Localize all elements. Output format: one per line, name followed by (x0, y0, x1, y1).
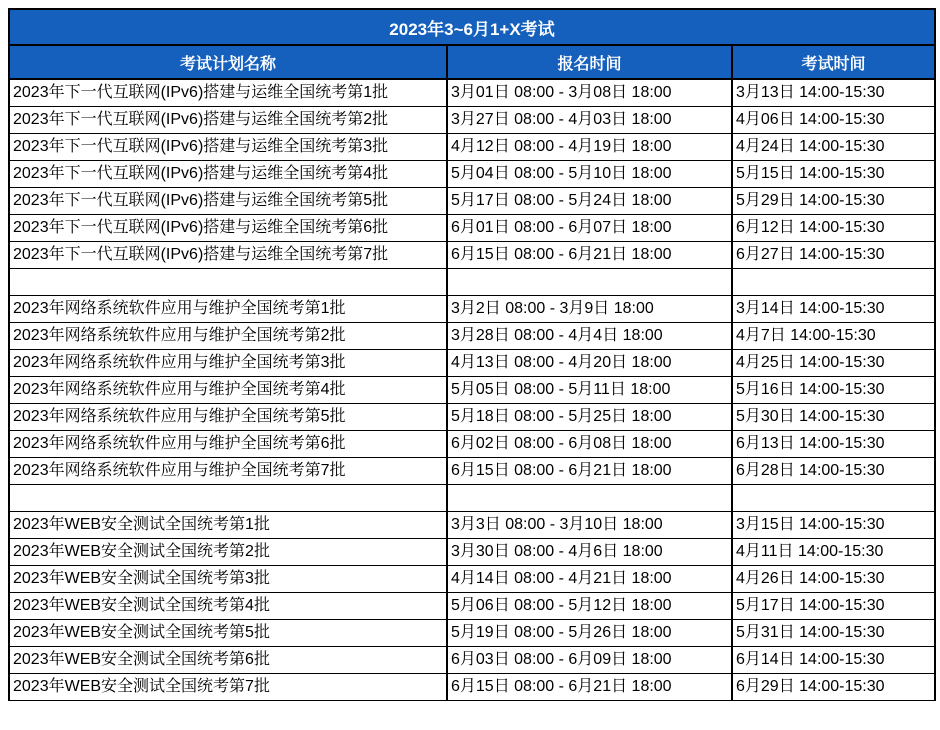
exam-time-cell: 6月29日 14:00-15:30 (732, 673, 935, 700)
exam-time-cell: 6月14日 14:00-15:30 (732, 646, 935, 673)
exam-time-cell: 5月17日 14:00-15:30 (732, 592, 935, 619)
exam-time-cell: 4月11日 14:00-15:30 (732, 538, 935, 565)
exam-plan-name-cell: 2023年下一代互联网(IPv6)搭建与运维全国统考第4批 (9, 160, 447, 187)
registration-time-cell: 4月14日 08:00 - 4月21日 18:00 (447, 565, 732, 592)
table-row (9, 295, 935, 322)
registration-time-cell: 6月15日 08:00 - 6月21日 18:00 (447, 241, 732, 268)
table-row (9, 565, 935, 592)
table-row (9, 538, 935, 565)
table-row (9, 457, 935, 484)
exam-plan-name-cell: 2023年网络系统软件应用与维护全国统考第4批 (9, 376, 447, 403)
exam-time-cell: 6月13日 14:00-15:30 (732, 430, 935, 457)
table-title-row (9, 9, 935, 45)
exam-plan-name-cell: 2023年WEB安全测试全国统考第3批 (9, 565, 447, 592)
registration-time-cell: 6月03日 08:00 - 6月09日 18:00 (447, 646, 732, 673)
table-row (9, 619, 935, 646)
registration-time-cell (447, 268, 732, 295)
exam-time-cell: 5月16日 14:00-15:30 (732, 376, 935, 403)
table-body (9, 79, 935, 700)
table-title: 2023年3~6月1+X考试 (9, 9, 935, 45)
exam-time-cell: 5月30日 14:00-15:30 (732, 403, 935, 430)
table-row (9, 106, 935, 133)
exam-plan-name-cell: 2023年下一代互联网(IPv6)搭建与运维全国统考第2批 (9, 106, 447, 133)
registration-time-cell: 6月01日 08:00 - 6月07日 18:00 (447, 214, 732, 241)
exam-time-cell (732, 484, 935, 511)
registration-time-cell: 5月05日 08:00 - 5月11日 18:00 (447, 376, 732, 403)
registration-time-cell: 5月17日 08:00 - 5月24日 18:00 (447, 187, 732, 214)
registration-time-cell: 3月01日 08:00 - 3月08日 18:00 (447, 79, 732, 106)
exam-time-cell: 6月28日 14:00-15:30 (732, 457, 935, 484)
exam-plan-name-cell: 2023年WEB安全测试全国统考第4批 (9, 592, 447, 619)
table-row (9, 79, 935, 106)
registration-time-cell (447, 484, 732, 511)
exam-plan-name-cell: 2023年下一代互联网(IPv6)搭建与运维全国统考第6批 (9, 214, 447, 241)
table-row (9, 214, 935, 241)
exam-time-cell: 4月7日 14:00-15:30 (732, 322, 935, 349)
exam-time-cell: 4月24日 14:00-15:30 (732, 133, 935, 160)
table-row (9, 511, 935, 538)
exam-plan-name-cell (9, 268, 447, 295)
exam-time-cell: 4月26日 14:00-15:30 (732, 565, 935, 592)
exam-plan-name-cell: 2023年网络系统软件应用与维护全国统考第3批 (9, 349, 447, 376)
registration-time-cell: 3月3日 08:00 - 3月10日 18:00 (447, 511, 732, 538)
registration-time-cell: 5月06日 08:00 - 5月12日 18:00 (447, 592, 732, 619)
exam-time-cell: 3月14日 14:00-15:30 (732, 295, 935, 322)
col-header-exam-plan-name: 考试计划名称 (9, 45, 447, 79)
exam-time-cell: 6月27日 14:00-15:30 (732, 241, 935, 268)
separator-row (9, 268, 935, 295)
registration-time-cell: 4月13日 08:00 - 4月20日 18:00 (447, 349, 732, 376)
table-row (9, 403, 935, 430)
exam-time-cell: 3月13日 14:00-15:30 (732, 79, 935, 106)
col-header-exam-time: 考试时间 (732, 45, 935, 79)
exam-time-cell: 6月12日 14:00-15:30 (732, 214, 935, 241)
separator-row (9, 484, 935, 511)
exam-time-cell: 4月06日 14:00-15:30 (732, 106, 935, 133)
table-row (9, 349, 935, 376)
registration-time-cell: 3月28日 08:00 - 4月4日 18:00 (447, 322, 732, 349)
exam-plan-name-cell: 2023年下一代互联网(IPv6)搭建与运维全国统考第7批 (9, 241, 447, 268)
exam-plan-name-cell: 2023年网络系统软件应用与维护全国统考第2批 (9, 322, 447, 349)
registration-time-cell: 4月12日 08:00 - 4月19日 18:00 (447, 133, 732, 160)
exam-time-cell: 5月29日 14:00-15:30 (732, 187, 935, 214)
table-row (9, 673, 935, 700)
exam-plan-name-cell: 2023年WEB安全测试全国统考第1批 (9, 511, 447, 538)
table-row (9, 646, 935, 673)
table-row (9, 187, 935, 214)
registration-time-cell: 6月15日 08:00 - 6月21日 18:00 (447, 457, 732, 484)
exam-plan-name-cell (9, 484, 447, 511)
exam-time-cell: 5月31日 14:00-15:30 (732, 619, 935, 646)
table-row (9, 160, 935, 187)
table-row (9, 430, 935, 457)
exam-plan-name-cell: 2023年WEB安全测试全国统考第7批 (9, 673, 447, 700)
exam-plan-name-cell: 2023年下一代互联网(IPv6)搭建与运维全国统考第3批 (9, 133, 447, 160)
registration-time-cell: 6月15日 08:00 - 6月21日 18:00 (447, 673, 732, 700)
table-row (9, 592, 935, 619)
table-row (9, 133, 935, 160)
exam-plan-name-cell: 2023年网络系统软件应用与维护全国统考第1批 (9, 295, 447, 322)
exam-plan-name-cell: 2023年网络系统软件应用与维护全国统考第6批 (9, 430, 447, 457)
exam-time-cell (732, 268, 935, 295)
exam-plan-name-cell: 2023年WEB安全测试全国统考第6批 (9, 646, 447, 673)
exam-time-cell: 5月15日 14:00-15:30 (732, 160, 935, 187)
registration-time-cell: 5月19日 08:00 - 5月26日 18:00 (447, 619, 732, 646)
registration-time-cell: 5月18日 08:00 - 5月25日 18:00 (447, 403, 732, 430)
exam-plan-name-cell: 2023年WEB安全测试全国统考第2批 (9, 538, 447, 565)
table-header-row (9, 45, 935, 79)
table-row (9, 241, 935, 268)
col-header-registration-time: 报名时间 (447, 45, 732, 79)
exam-plan-name-cell: 2023年WEB安全测试全国统考第5批 (9, 619, 447, 646)
exam-time-cell: 4月25日 14:00-15:30 (732, 349, 935, 376)
exam-plan-name-cell: 2023年下一代互联网(IPv6)搭建与运维全国统考第5批 (9, 187, 447, 214)
exam-plan-name-cell: 2023年下一代互联网(IPv6)搭建与运维全国统考第1批 (9, 79, 447, 106)
exam-plan-name-cell: 2023年网络系统软件应用与维护全国统考第7批 (9, 457, 447, 484)
registration-time-cell: 6月02日 08:00 - 6月08日 18:00 (447, 430, 732, 457)
exam-plan-name-cell: 2023年网络系统软件应用与维护全国统考第5批 (9, 403, 447, 430)
table-row (9, 376, 935, 403)
exam-time-cell: 3月15日 14:00-15:30 (732, 511, 935, 538)
registration-time-cell: 3月2日 08:00 - 3月9日 18:00 (447, 295, 732, 322)
table-row (9, 322, 935, 349)
exam-schedule-table (8, 8, 936, 701)
registration-time-cell: 3月30日 08:00 - 4月6日 18:00 (447, 538, 732, 565)
registration-time-cell: 5月04日 08:00 - 5月10日 18:00 (447, 160, 732, 187)
registration-time-cell: 3月27日 08:00 - 4月03日 18:00 (447, 106, 732, 133)
